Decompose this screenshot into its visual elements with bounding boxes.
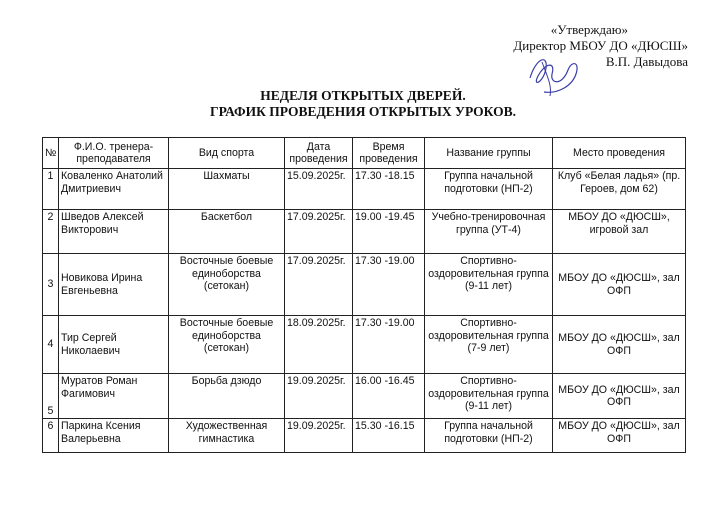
cell-place: МБОУ ДО «ДЮСШ», игровой зал [553,210,686,254]
title-line-2: ГРАФИК ПРОВЕДЕНИЯ ОТКРЫТЫХ УРОКОВ. [210,104,516,119]
cell-group: Группа начальной подготовки (НП-2) [425,169,553,210]
cell-place: Клуб «Белая ладья» (пр. Героев, дом 62) [553,169,686,210]
cell-date: 17.09.2025г. [285,254,353,316]
cell-sport: Художественная гимнастика [169,419,285,453]
cell-group: Спортивно-оздоровительная группа (9-11 лет) [425,374,553,419]
header-num: № [43,138,59,169]
cell-num: 1 [43,169,59,210]
cell-date: 15.09.2025г. [285,169,353,210]
approval-line-approve: «Утверждаю» [550,22,628,37]
cell-num: 2 [43,210,59,254]
cell-place: МБОУ ДО «ДЮСШ», зал ОФП [553,374,686,419]
cell-sport: Восточные боевые единоборства (сетокан) [169,254,285,316]
cell-num: 5 [43,374,59,419]
cell-name: Муратов Роман Фагимович [59,374,169,419]
cell-sport: Борьба дзюдо [169,374,285,419]
header-name: Ф.И.О. тренера-преподавателя [59,138,169,169]
cell-time: 17.30 -18.15 [353,169,425,210]
cell-date: 17.09.2025г. [285,210,353,254]
table-header-row [43,138,686,169]
cell-group: Группа начальной подготовки (НП-2) [425,419,553,453]
cell-time: 16.00 -16.45 [353,374,425,419]
table-row [43,419,686,453]
cell-time: 17.30 -19.00 [353,254,425,316]
cell-date: 18.09.2025г. [285,316,353,374]
cell-time: 19.00 -19.45 [353,210,425,254]
cell-place: МБОУ ДО «ДЮСШ», зал ОФП [553,254,686,316]
header-sport: Вид спорта [169,138,285,169]
table-row [43,316,686,374]
table-row [43,374,686,419]
cell-time: 15.30 -16.15 [353,419,425,453]
header-time: Время проведения [353,138,425,169]
cell-name: Коваленко Анатолий Дмитриевич [59,169,169,210]
cell-place: МБОУ ДО «ДЮСШ», зал ОФП [553,316,686,374]
title-line-1: НЕДЕЛЯ ОТКРЫТЫХ ДВЕРЕЙ. [260,88,466,103]
cell-group: Спортивно-оздоровительная группа (7-9 лет) [425,316,553,374]
schedule-table [42,137,686,453]
table-row [43,254,686,316]
cell-name: Шведов Алексей Викторович [59,210,169,254]
document-title [0,88,726,120]
cell-date: 19.09.2025г. [285,374,353,419]
cell-num: 3 [43,254,59,316]
cell-sport: Баскетбол [169,210,285,254]
table-row [43,169,686,210]
approval-line-director: Директор МБОУ ДО «ДЮСШ» [513,38,688,53]
cell-sport: Восточные боевые единоборства (сетокан) [169,316,285,374]
cell-name: Новикова Ирина Евгеньевна [59,254,169,316]
cell-name: Паркина Ксения Валерьевна [59,419,169,453]
cell-name: Тир Сергей Николаевич [59,316,169,374]
table-row [43,210,686,254]
cell-sport: Шахматы [169,169,285,210]
cell-num: 4 [43,316,59,374]
cell-date: 19.09.2025г. [285,419,353,453]
cell-group: Спортивно-оздоровительная группа (9-11 лет) [425,254,553,316]
header-group: Название группы [425,138,553,169]
header-place: Место проведения [553,138,686,169]
header-date: Дата проведения [285,138,353,169]
cell-group: Учебно-тренировочная группа (УТ-4) [425,210,553,254]
cell-num: 6 [43,419,59,453]
cell-place: МБОУ ДО «ДЮСШ», зал ОФП [553,419,686,453]
approval-line-name: В.П. Давыдова [605,54,688,69]
cell-time: 17.30 -19.00 [353,316,425,374]
